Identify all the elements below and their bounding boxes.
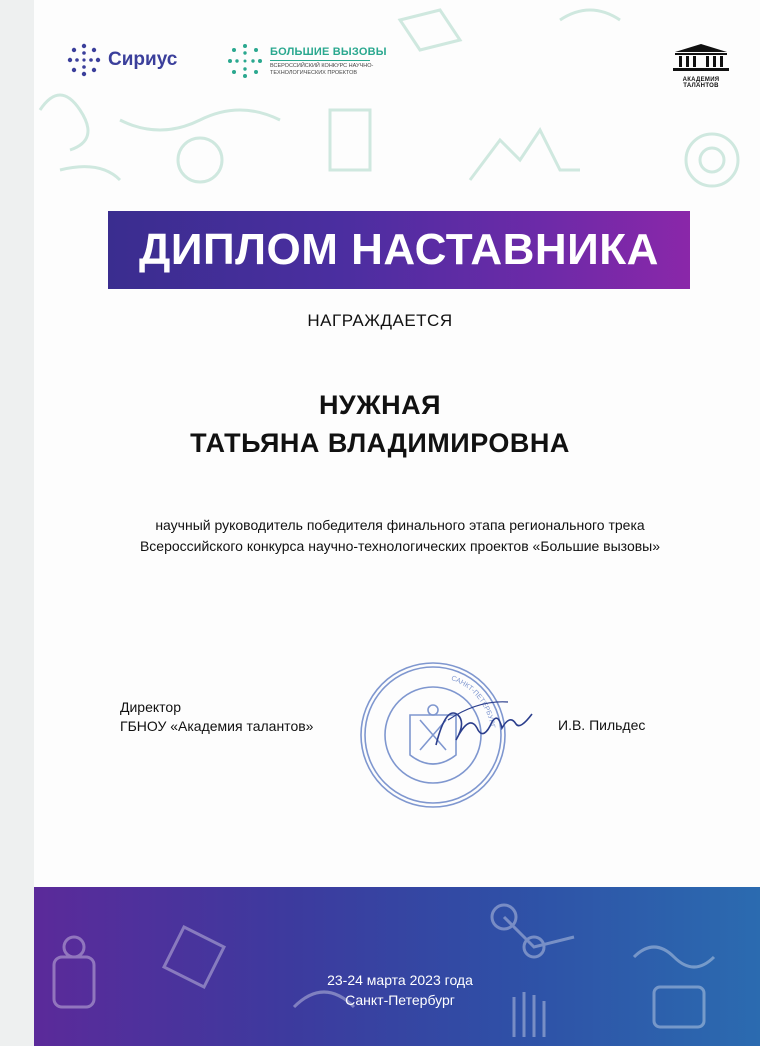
- academy-logo: [664, 42, 738, 89]
- sirius-dots-icon: [66, 42, 102, 78]
- event-date: 23-24 марта 2023 года: [327, 972, 473, 988]
- sirius-logo: [66, 42, 177, 78]
- recipient-surname: НУЖНАЯ: [318, 390, 442, 420]
- footer-decoration: [34, 887, 760, 1046]
- description-line-1: научный руководитель победителя финального этапа регионального трека: [155, 517, 645, 533]
- event-city: Санкт-Петербург: [345, 992, 455, 1008]
- recipient-given-names: ТАТЬЯНА ВЛАДИМИРОВНА: [190, 428, 570, 458]
- academy-logo-text: АКАДЕМИЯ ТАЛАНТОВ: [682, 77, 720, 89]
- big-challenges-title: БОЛЬШИЕ ВЫЗОВЫ: [270, 45, 387, 58]
- big-challenges-dots-icon: [226, 42, 264, 80]
- signatory-position-line-2: ГБНОУ «Академия талантов»: [120, 718, 314, 734]
- diploma-title: ДИПЛОМ НАСТАВНИКА: [139, 225, 659, 274]
- signatory-name: И.В. Пильдес: [558, 717, 646, 733]
- academy-building-icon: [671, 42, 731, 72]
- signatory-position: [120, 698, 313, 736]
- big-challenges-logo: [226, 42, 390, 80]
- background-doodles: [0, 0, 760, 220]
- big-challenges-rule: [270, 60, 370, 61]
- title-band: [108, 211, 690, 289]
- sirius-logo-text: Сириус: [108, 49, 178, 70]
- signatory-position-line-1: Директор: [120, 699, 181, 715]
- big-challenges-subtitle: ВСЕРОССИЙСКИЙ КОНКУРС НАУЧНО-ТЕХНОЛОГИЧЕСКИХ ПРОЕКТОВ: [270, 62, 374, 76]
- handwritten-signature: [428, 690, 548, 760]
- diploma-description: [0, 515, 760, 557]
- description-line-2: Всероссийского конкурса научно-технологических проектов «Большие вызовы»: [139, 538, 661, 554]
- footer-band: [34, 887, 760, 1046]
- awarded-label: НАГРАЖДАЕТСЯ: [307, 311, 453, 330]
- recipient-name: [0, 386, 760, 462]
- stamp-text: САНКТ-ПЕТЕРБУРГ: [450, 675, 496, 729]
